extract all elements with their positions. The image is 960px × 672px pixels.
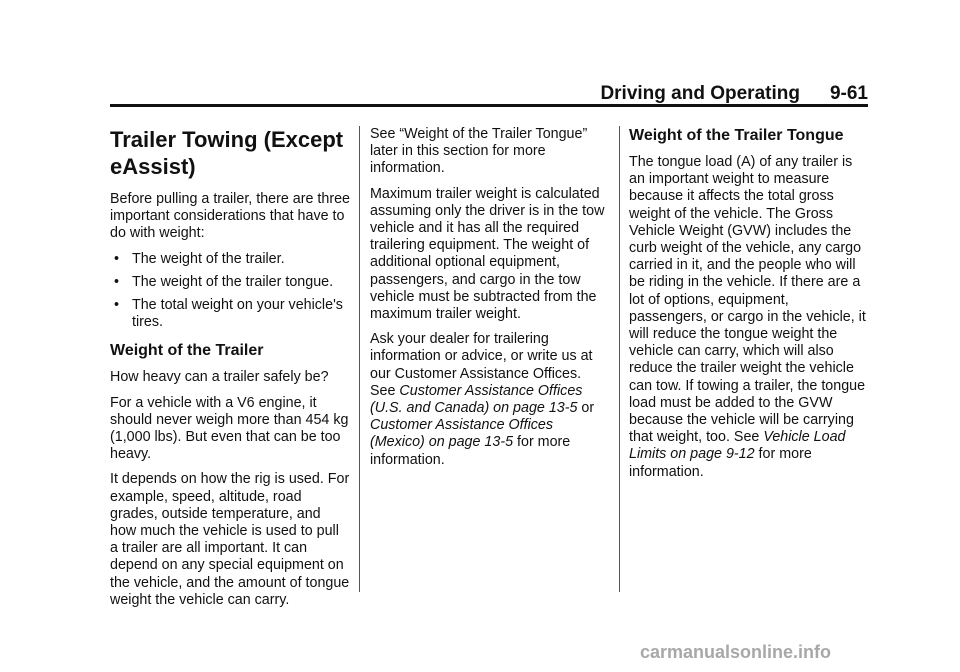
subsection-heading: Weight of the Trailer Tongue (629, 127, 844, 144)
paragraph (629, 154, 869, 481)
page-number: 9-61 (829, 83, 868, 104)
page-header (110, 82, 868, 106)
cross-reference-link[interactable]: Vehicle Load Limits on page 9-12 (629, 429, 846, 463)
paragraph: For a vehicle with a V6 engine, it should never weigh more than 454 kg (1,000 lbs). But even that can be too heavy. (110, 394, 349, 463)
paragraph: It depends on how the rig is used. For example, speed, altitude, road grades, outside temperature, and how much the vehicle is used to pull a trailer are all important. It can depend on any special equipment on the vehicle, and the amount of tongue weight the vehicle can carry. (110, 471, 350, 608)
list-item (110, 297, 350, 331)
weight-considerations-list (110, 251, 350, 332)
paragraph: How heavy can a trailer safely be? (110, 369, 329, 386)
bullet-icon: • (114, 297, 120, 314)
column-2 (370, 126, 610, 477)
paragraph-text: for more information. (370, 434, 571, 468)
paragraph (370, 331, 610, 469)
list-item (110, 251, 350, 268)
paragraph: See “Weight of the Trailer Tongue” later in this section for more information. (370, 126, 588, 177)
paragraph-text: The tongue load (A) of any trailer is an important weight to measure because it affects the total gross weight of the vehicle. The Gross Vehicle Weight (GVW) includes the curb weight of the vehicle, any cargo carried in it, and the people who will be riding in the vehicle. If there are a lot of options, equipment, passengers, or cargo in the vehicle, it will reduce the tongue weight the vehicle can carry, which will also reduce the trailer weight the vehicle can tow. If towing a trailer, the tongue load must be added to the GVW because the vehicle will be carrying that weight, too. See (629, 154, 866, 446)
subsection-heading: Weight of the Trailer (110, 342, 264, 360)
column-divider-2 (619, 126, 620, 592)
section-title: Driving and Operating (600, 83, 800, 104)
header-rule (110, 104, 868, 107)
paragraph-text: Ask your dealer for trailering information or advice, or write us at our Customer Assistance Offices. See (370, 331, 593, 399)
column-1 (110, 126, 350, 617)
section-heading: Trailer Towing (Except eAssist) (110, 127, 344, 179)
column-divider-1 (359, 126, 360, 592)
column-3 (629, 126, 869, 489)
list-item (110, 274, 350, 291)
list-item-text: The weight of the trailer. (132, 250, 285, 267)
cross-reference-link[interactable]: Customer Assistance Offices (U.S. and Canada) on page 13-5 (370, 382, 583, 417)
paragraph: Maximum trailer weight is calculated assuming only the driver is in the tow vehicle and it has all the required trailering equipment. The weight of additional optional equipment, passengers, and cargo in the tow vehicle must be subtracted from the maximum trailer weight. (370, 185, 605, 323)
intro-paragraph: Before pulling a trailer, there are three important considerations that have to do with weight: (110, 191, 351, 242)
paragraph-text: for more information. (629, 446, 812, 480)
paragraph-text: or (577, 400, 595, 417)
watermark: carmanualsonline.info (640, 642, 832, 662)
list-item-text: The total weight on your vehicle's tires. (132, 297, 343, 331)
cross-reference-link[interactable]: Customer Assistance Offices (Mexico) on page 13-5 (370, 417, 554, 451)
bullet-icon: • (114, 273, 120, 290)
list-item-text: The weight of the trailer tongue. (132, 273, 334, 290)
bullet-icon: • (114, 250, 120, 267)
